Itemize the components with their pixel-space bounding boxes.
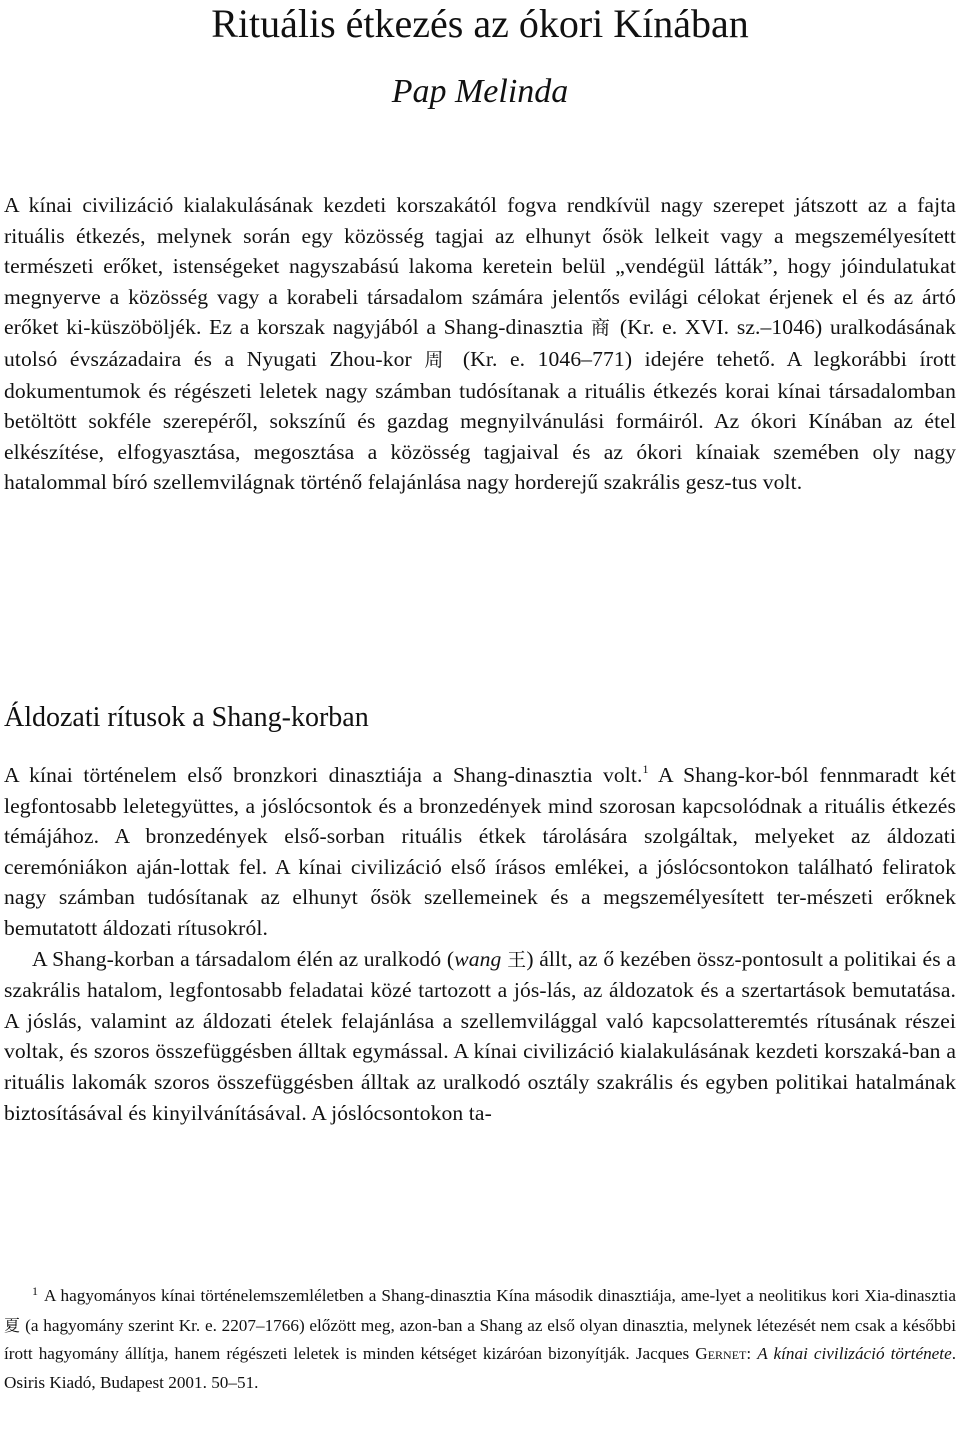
- text-run: A Shang-kor-ból fennmaradt két legfontosabb leletegyüttes, a jóslócsontok és a bronzedények mind szorosan kapcsolódnak a rituális étkezés témájához. A bronzedények első-sorban rituális étkek tárolására szolgáltak, melyeket az áldozati ceremóniákon aján-lottak fel. A kínai civilizáció első írásos emlékei, a jóslócsontokon található feliratok nagy számban tudósítanak az elhunyt ősök szellemeinek és a megszemélyesített ter-mészeti erőknek bemutatott áldozati rítusokról.: [4, 763, 956, 940]
- intro-paragraph: [4, 190, 956, 498]
- text-run: (a hagyomány szerint Kr. e. 2207–1766) előzött meg, azon-ban a Shang az első olyan dinasztia, melynek létezését nem csak a későbbi írott hagyomány állítja, hanem régészeti leletek is minden kétséget kizáróan bizonyítják. Jacques: [4, 1315, 956, 1363]
- text-run: A kínai történelem első bronzkori dinasztiája a Shang-dinasztia volt.: [4, 763, 643, 787]
- text-run: . Osiris Kiadó, Budapest 2001. 50–51.: [4, 1344, 956, 1392]
- cited-book-title: A kínai civilizáció története: [757, 1344, 952, 1363]
- term-wang: wang: [454, 946, 502, 971]
- chinese-character-zhou: 周: [424, 348, 451, 371]
- footnote-reference[interactable]: 1: [642, 762, 649, 776]
- article-title: Rituális étkezés az ókori Kínában: [211, 1, 749, 46]
- footnote-mark: 1: [32, 1284, 38, 1298]
- cited-author-surname: Gernet: [695, 1344, 747, 1363]
- chinese-character-wang: 王: [507, 948, 527, 971]
- section-body: [4, 760, 956, 1128]
- text-run: A kínai civilizáció kialakulásának kezdeti korszakától fogva rendkívül nagy szerepet játszott az a fajta rituális étkezés, melynek során egy közösség tagjai az elhunyt ősök lelkeit vagy a megszemélyesített természeti erőket, istenségeket nagyszabású lakoma keretein belül „vendégül látták”, hogy jóindulatukat megnyerve a közösség vagy a korabeli társadalom számára jelentős evilági célokat érjenek el és az ártó erőket ki-küszöböljék. Ez a korszak nagyjából a Shang-dinasztia: [4, 193, 956, 340]
- text-run: A Shang-korban a társadalom élén az uralkodó (: [32, 946, 455, 971]
- chinese-character-shang: 商: [590, 317, 613, 340]
- section-heading: Áldozati rítusok a Shang-korban: [4, 702, 369, 733]
- text-run: (Kr. e. 1046–771) idejére tehető. A legkorábbi írott dokumentumok és régészeti leletek nagy számban tudósítanak a rituális étkezés korai kínai társadalomban betöltött sokféle szerepéről, sokszínű és gazdag megnyilvánulási formáiról. Az ókori Kínában az étel elkészítése, elfogyasztása, megosztása a közösség tagjaival és az ókori kínaiak szemében oly nagy hatalommal bíró szellemvilágnak történő felajánlása nagy horderejű szakrális gesz-tus volt.: [4, 346, 956, 495]
- text-run: (Kr. e. XVI. sz.–1046) uralkodásának utolsó évszázadaira és a Nyugati Zhou-kor: [4, 315, 956, 371]
- text-run: :: [746, 1344, 758, 1363]
- text-run: A hagyományos kínai történelemszemléletben a Shang-dinasztia Kína második dinasztiája, ame-lyet a neolitikus kori Xia-dinasztia: [44, 1286, 956, 1305]
- footnote: [4, 1282, 956, 1397]
- chinese-character-xia: 夏: [4, 1315, 21, 1335]
- author-name: Pap Melinda: [391, 73, 569, 110]
- section-paragraph-2: [4, 944, 956, 1129]
- section-paragraph-1: [4, 760, 956, 944]
- text-run: ) állt, az ő kezében össz-pontosult a politikai és a szakrális hatalom, legfontosabb feladatai közé tartozott a jós-lás, az áldozatok és a szertartások bemutatása. A jóslás, valamint az áldozati ételek felajánlása a szellemvilággal való kapcsolatteremtés rítusának részei voltak, és szoros összefüggésben álltak egymással. A kínai civilizáció kialakulásának kezdeti korszaká-ban a rituális lakomák szoros összefüggésben álltak az uralkodó osztály szakrális és egyben politikai hatalmának biztosításával és kinyilvánításával. A jóslócsontokon ta-: [4, 946, 957, 1125]
- intro-section: [4, 190, 956, 498]
